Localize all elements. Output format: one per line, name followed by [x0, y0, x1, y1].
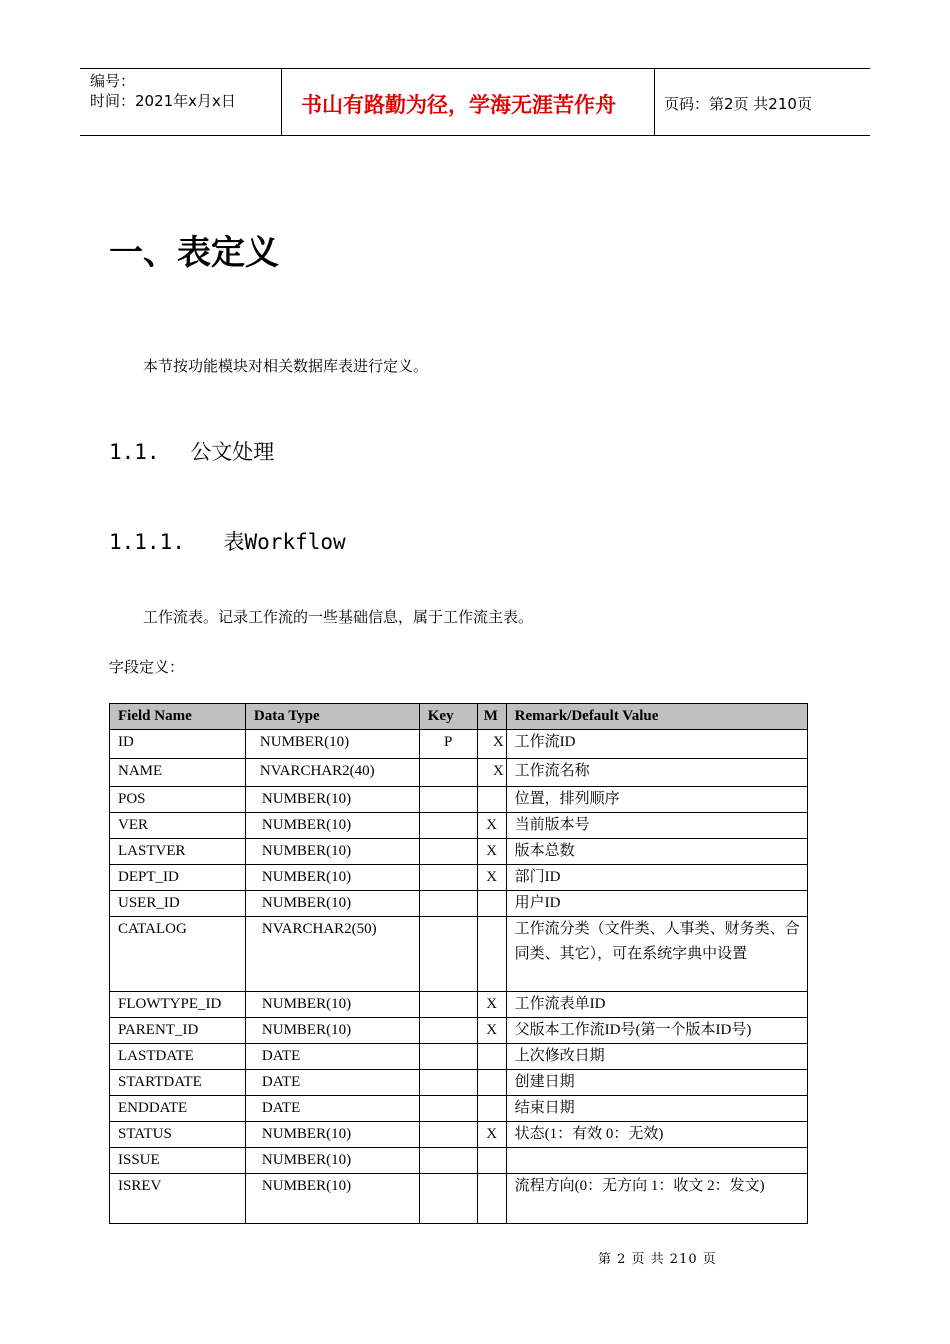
table-row — [110, 787, 808, 813]
data-type-cell: NUMBER(10) — [245, 1122, 419, 1148]
field-name-cell: VER — [110, 813, 246, 839]
mandatory-cell — [477, 1044, 506, 1070]
section-number: 1.1. — [109, 440, 160, 464]
key-cell — [419, 917, 477, 992]
subsection-title: 表Workflow — [223, 530, 346, 554]
key-cell — [419, 1148, 477, 1174]
field-name-cell: ENDDATE — [110, 1096, 246, 1122]
field-name-cell: USER_ID — [110, 891, 246, 917]
remark-cell: 工作流表单ID — [506, 992, 807, 1018]
subsection-number: 1.1.1. — [109, 530, 185, 554]
data-type-cell: NUMBER(10) — [245, 1148, 419, 1174]
data-type-cell: NUMBER(10) — [245, 1018, 419, 1044]
data-type-cell: NUMBER(10) — [245, 865, 419, 891]
mandatory-cell — [477, 1096, 506, 1122]
key-cell — [419, 1174, 477, 1224]
key-cell — [419, 1044, 477, 1070]
subsection-heading — [109, 526, 346, 556]
header-field-name: Field Name — [110, 704, 246, 730]
data-type-cell: NUMBER(10) — [245, 813, 419, 839]
field-name-cell: ISREV — [110, 1174, 246, 1224]
table-row — [110, 730, 808, 759]
data-type-cell: NUMBER(10) — [245, 839, 419, 865]
key-cell — [419, 865, 477, 891]
mandatory-cell — [477, 1070, 506, 1096]
mandatory-cell — [477, 1174, 506, 1224]
fields-label: 字段定义： — [109, 658, 185, 676]
remark-cell: 父版本工作流ID号(第一个版本ID号) — [506, 1018, 807, 1044]
header-top-rule — [80, 68, 870, 69]
data-type-cell: DATE — [245, 1044, 419, 1070]
table-row — [110, 992, 808, 1018]
remark-cell: 当前版本号 — [506, 813, 807, 839]
key-cell — [419, 891, 477, 917]
mandatory-cell: X — [477, 730, 506, 759]
data-type-cell: NUMBER(10) — [245, 891, 419, 917]
table-row — [110, 865, 808, 891]
data-type-cell: NUMBER(10) — [245, 730, 419, 759]
intro-paragraph: 本节按功能模块对相关数据库表进行定义。 — [143, 357, 429, 375]
field-name-cell: STARTDATE — [110, 1070, 246, 1096]
key-cell — [419, 1096, 477, 1122]
mandatory-cell: X — [477, 1018, 506, 1044]
table-row — [110, 839, 808, 865]
remark-cell: 工作流分类（文件类、人事类、财务类、合同类、其它），可在系统字典中设置 — [506, 917, 807, 992]
field-name-cell: ID — [110, 730, 246, 759]
chapter-title: 一、表定义 — [109, 233, 279, 273]
key-cell — [419, 1070, 477, 1096]
header-number-label: 编号： — [90, 72, 136, 90]
remark-cell: 版本总数 — [506, 839, 807, 865]
key-cell — [419, 839, 477, 865]
table-row — [110, 1096, 808, 1122]
field-name-cell: FLOWTYPE_ID — [110, 992, 246, 1018]
remark-cell: 工作流名称 — [506, 759, 807, 787]
section-heading — [109, 436, 274, 466]
key-cell — [419, 813, 477, 839]
mandatory-cell: X — [477, 839, 506, 865]
header-data-type: Data Type — [245, 704, 419, 730]
table-row — [110, 759, 808, 787]
header-mandatory: M — [477, 704, 506, 730]
data-type-cell: NUMBER(10) — [245, 992, 419, 1018]
mandatory-cell: X — [477, 865, 506, 891]
header-bottom-rule — [80, 135, 870, 136]
data-type-cell: NVARCHAR2(50) — [245, 917, 419, 992]
section-title: 公文处理 — [190, 440, 275, 464]
header-page-info: 页码：第2页 共210页 — [664, 95, 812, 113]
remark-cell: 流程方向(0：无方向 1：收文 2：发文) — [506, 1174, 807, 1224]
table-row — [110, 917, 808, 992]
header-date-label: 时间：2021年x月x日 — [90, 92, 236, 110]
data-type-cell: NVARCHAR2(40) — [245, 759, 419, 787]
mandatory-cell — [477, 1148, 506, 1174]
table-row — [110, 1070, 808, 1096]
mandatory-cell — [477, 917, 506, 992]
table-row — [110, 891, 808, 917]
remark-cell: 位置，排列顺序 — [506, 787, 807, 813]
field-name-cell: ISSUE — [110, 1148, 246, 1174]
header-motto: 书山有路勤为径，学海无涯苦作舟 — [301, 93, 616, 117]
key-cell — [419, 1122, 477, 1148]
field-name-cell: CATALOG — [110, 917, 246, 992]
table-row — [110, 1018, 808, 1044]
table-row — [110, 1174, 808, 1224]
key-cell — [419, 1018, 477, 1044]
data-type-cell: NUMBER(10) — [245, 1174, 419, 1224]
field-name-cell: POS — [110, 787, 246, 813]
field-name-cell: LASTVER — [110, 839, 246, 865]
remark-cell: 上次修改日期 — [506, 1044, 807, 1070]
field-definition-table — [109, 703, 808, 1224]
mandatory-cell: X — [477, 759, 506, 787]
data-type-cell: NUMBER(10) — [245, 787, 419, 813]
key-cell — [419, 787, 477, 813]
header-remark: Remark/Default Value — [506, 704, 807, 730]
mandatory-cell: X — [477, 813, 506, 839]
table-row — [110, 1122, 808, 1148]
table-row — [110, 1044, 808, 1070]
header-divider-right — [654, 69, 655, 136]
key-cell — [419, 992, 477, 1018]
header-key: Key — [419, 704, 477, 730]
field-name-cell: STATUS — [110, 1122, 246, 1148]
table-row — [110, 813, 808, 839]
field-name-cell: DEPT_ID — [110, 865, 246, 891]
page-footer: 第 2 页 共 210 页 — [598, 1252, 717, 1267]
data-type-cell: DATE — [245, 1096, 419, 1122]
remark-cell: 结束日期 — [506, 1096, 807, 1122]
table-header-row — [110, 704, 808, 730]
key-cell: P — [419, 730, 477, 759]
remark-cell — [506, 1148, 807, 1174]
mandatory-cell — [477, 891, 506, 917]
remark-cell: 创建日期 — [506, 1070, 807, 1096]
mandatory-cell — [477, 787, 506, 813]
table-row — [110, 1148, 808, 1174]
header-divider-left — [281, 69, 282, 136]
field-name-cell: NAME — [110, 759, 246, 787]
field-name-cell: LASTDATE — [110, 1044, 246, 1070]
key-cell — [419, 759, 477, 787]
field-name-cell: PARENT_ID — [110, 1018, 246, 1044]
data-type-cell: DATE — [245, 1070, 419, 1096]
remark-cell: 工作流ID — [506, 730, 807, 759]
table-description: 工作流表。记录工作流的一些基础信息，属于工作流主表。 — [143, 608, 534, 626]
remark-cell: 用户ID — [506, 891, 807, 917]
mandatory-cell: X — [477, 1122, 506, 1148]
remark-cell: 状态(1：有效 0：无效) — [506, 1122, 807, 1148]
remark-cell: 部门ID — [506, 865, 807, 891]
mandatory-cell: X — [477, 992, 506, 1018]
